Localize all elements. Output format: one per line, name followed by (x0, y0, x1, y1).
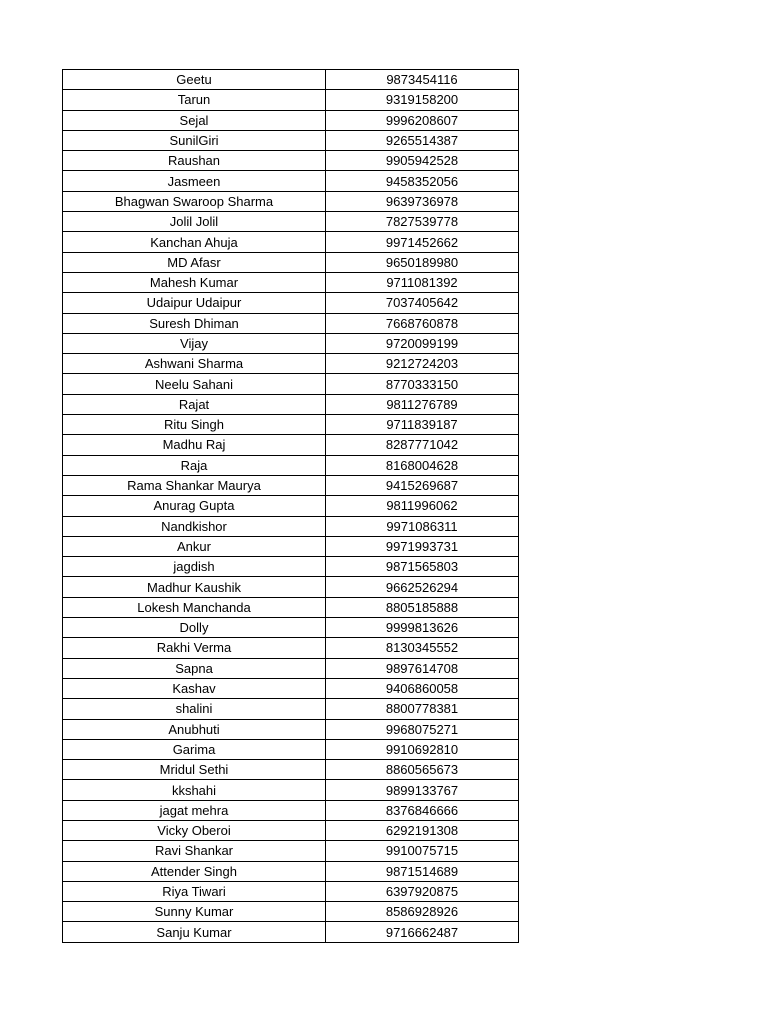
name-cell: Neelu Sahani (63, 374, 326, 394)
phone-cell: 9711081392 (326, 272, 519, 292)
name-cell: Rama Shankar Maurya (63, 475, 326, 495)
table-row (63, 597, 519, 617)
table-row (63, 800, 519, 820)
name-cell: SunilGiri (63, 130, 326, 150)
phone-cell: 6292191308 (326, 820, 519, 840)
name-cell: Raja (63, 455, 326, 475)
name-cell: Lokesh Manchanda (63, 597, 326, 617)
name-cell: Udaipur Udaipur (63, 293, 326, 313)
phone-cell: 9716662487 (326, 922, 519, 942)
phone-cell: 8586928926 (326, 902, 519, 922)
contacts-table (62, 69, 519, 943)
phone-cell: 8376846666 (326, 800, 519, 820)
name-cell: Anurag Gupta (63, 496, 326, 516)
name-cell: Sunny Kumar (63, 902, 326, 922)
phone-cell: 9871514689 (326, 861, 519, 881)
table-row (63, 577, 519, 597)
name-cell: jagat mehra (63, 800, 326, 820)
table-row (63, 90, 519, 110)
phone-cell: 8287771042 (326, 435, 519, 455)
name-cell: Garima (63, 739, 326, 759)
table-row (63, 618, 519, 638)
phone-cell: 7037405642 (326, 293, 519, 313)
table-row (63, 272, 519, 292)
name-cell: Attender Singh (63, 861, 326, 881)
table-row (63, 536, 519, 556)
name-cell: Kashav (63, 678, 326, 698)
name-cell: Sapna (63, 658, 326, 678)
phone-cell: 7827539778 (326, 212, 519, 232)
name-cell: Bhagwan Swaroop Sharma (63, 191, 326, 211)
name-cell: Vicky Oberoi (63, 820, 326, 840)
table-row (63, 516, 519, 536)
phone-cell: 9265514387 (326, 130, 519, 150)
phone-cell: 6397920875 (326, 881, 519, 901)
name-cell: Raushan (63, 151, 326, 171)
name-cell: Suresh Dhiman (63, 313, 326, 333)
table-row (63, 110, 519, 130)
table-row (63, 191, 519, 211)
table-row (63, 841, 519, 861)
name-cell: MD Afasr (63, 252, 326, 272)
phone-cell: 7668760878 (326, 313, 519, 333)
table-row (63, 313, 519, 333)
phone-cell: 9971993731 (326, 536, 519, 556)
name-cell: Sanju Kumar (63, 922, 326, 942)
table-row (63, 455, 519, 475)
name-cell: Nandkishor (63, 516, 326, 536)
name-cell: Ravi Shankar (63, 841, 326, 861)
table-row (63, 130, 519, 150)
name-cell: Vijay (63, 333, 326, 353)
name-cell: Geetu (63, 70, 326, 90)
phone-cell: 9415269687 (326, 475, 519, 495)
phone-cell: 9650189980 (326, 252, 519, 272)
name-cell: Mridul Sethi (63, 760, 326, 780)
table-row (63, 760, 519, 780)
phone-cell: 9871565803 (326, 557, 519, 577)
phone-cell: 9319158200 (326, 90, 519, 110)
name-cell: Ashwani Sharma (63, 354, 326, 374)
phone-cell: 9811276789 (326, 394, 519, 414)
phone-cell: 9910692810 (326, 739, 519, 759)
table-row (63, 475, 519, 495)
name-cell: shalini (63, 699, 326, 719)
phone-cell: 8805185888 (326, 597, 519, 617)
contacts-table-body (63, 70, 519, 943)
phone-cell: 9971086311 (326, 516, 519, 536)
phone-cell: 9720099199 (326, 333, 519, 353)
table-row (63, 293, 519, 313)
name-cell: Rakhi Verma (63, 638, 326, 658)
table-row (63, 719, 519, 739)
table-row (63, 638, 519, 658)
name-cell: Riya Tiwari (63, 881, 326, 901)
name-cell: Mahesh Kumar (63, 272, 326, 292)
phone-cell: 8130345552 (326, 638, 519, 658)
phone-cell: 8860565673 (326, 760, 519, 780)
table-row (63, 739, 519, 759)
phone-cell: 9910075715 (326, 841, 519, 861)
phone-cell: 9873454116 (326, 70, 519, 90)
name-cell: jagdish (63, 557, 326, 577)
phone-cell: 9905942528 (326, 151, 519, 171)
name-cell: Anubhuti (63, 719, 326, 739)
table-row (63, 212, 519, 232)
name-cell: Tarun (63, 90, 326, 110)
name-cell: Madhu Raj (63, 435, 326, 455)
table-row (63, 658, 519, 678)
table-row (63, 394, 519, 414)
phone-cell: 9971452662 (326, 232, 519, 252)
name-cell: Dolly (63, 618, 326, 638)
table-row (63, 820, 519, 840)
table-row (63, 70, 519, 90)
phone-cell: 9897614708 (326, 658, 519, 678)
phone-cell: 9458352056 (326, 171, 519, 191)
phone-cell: 8800778381 (326, 699, 519, 719)
name-cell: kkshahi (63, 780, 326, 800)
table-row (63, 780, 519, 800)
table-row (63, 902, 519, 922)
table-row (63, 496, 519, 516)
table-row (63, 333, 519, 353)
table-row (63, 922, 519, 942)
phone-cell: 9406860058 (326, 678, 519, 698)
phone-cell: 9662526294 (326, 577, 519, 597)
phone-cell: 9811996062 (326, 496, 519, 516)
table-row (63, 415, 519, 435)
table-row (63, 861, 519, 881)
name-cell: Jasmeen (63, 171, 326, 191)
phone-cell: 9639736978 (326, 191, 519, 211)
table-row (63, 252, 519, 272)
table-row (63, 881, 519, 901)
name-cell: Ankur (63, 536, 326, 556)
phone-cell: 9999813626 (326, 618, 519, 638)
phone-cell: 9968075271 (326, 719, 519, 739)
phone-cell: 9212724203 (326, 354, 519, 374)
name-cell: Kanchan Ahuja (63, 232, 326, 252)
table-row (63, 374, 519, 394)
table-row (63, 557, 519, 577)
phone-cell: 9996208607 (326, 110, 519, 130)
name-cell: Ritu Singh (63, 415, 326, 435)
table-row (63, 699, 519, 719)
table-row (63, 354, 519, 374)
phone-cell: 8770333150 (326, 374, 519, 394)
name-cell: Sejal (63, 110, 326, 130)
table-row (63, 435, 519, 455)
table-row (63, 171, 519, 191)
phone-cell: 9899133767 (326, 780, 519, 800)
name-cell: Madhur Kaushik (63, 577, 326, 597)
name-cell: Jolil Jolil (63, 212, 326, 232)
phone-cell: 8168004628 (326, 455, 519, 475)
table-row (63, 151, 519, 171)
table-row (63, 678, 519, 698)
name-cell: Rajat (63, 394, 326, 414)
table-row (63, 232, 519, 252)
phone-cell: 9711839187 (326, 415, 519, 435)
